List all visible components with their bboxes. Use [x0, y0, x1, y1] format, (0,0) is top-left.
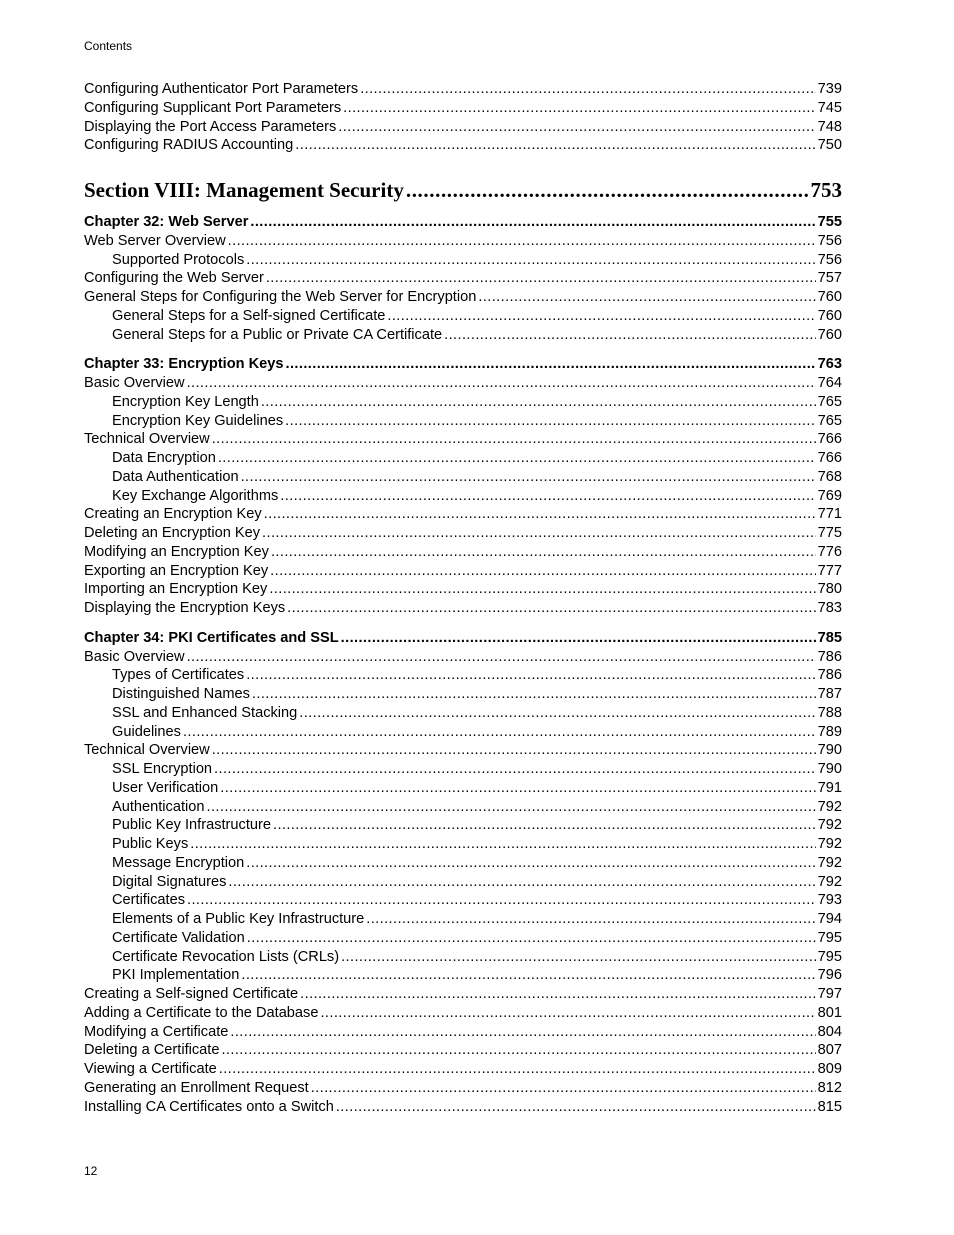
dot-leader [241, 468, 816, 486]
dot-leader [311, 1079, 816, 1097]
toc-entry-page: 780 [817, 581, 842, 598]
toc-entry-title: Deleting a Certificate [84, 1042, 220, 1059]
toc-entry[interactable] [112, 966, 842, 984]
toc-entry-page: 756 [817, 251, 842, 268]
toc-entry-page: 790 [817, 761, 842, 777]
dot-leader [341, 629, 816, 647]
toc-entry[interactable] [112, 449, 842, 467]
toc-entry-page: 807 [817, 1042, 842, 1059]
toc-entry[interactable] [112, 948, 842, 966]
toc-entry[interactable] [84, 80, 842, 98]
dot-leader [366, 910, 815, 928]
toc-entry-title: Technical Overview [84, 431, 210, 448]
toc-entry-page: 797 [817, 986, 842, 1002]
toc-entry[interactable] [84, 1098, 842, 1116]
toc-entry-page: 769 [817, 487, 842, 504]
toc-entry[interactable] [84, 1060, 842, 1078]
toc-entry[interactable] [84, 269, 842, 287]
toc-entry[interactable] [84, 99, 842, 117]
toc-entry-page: 801 [817, 1004, 842, 1021]
dot-leader [212, 430, 816, 448]
toc-entry-page: 792 [817, 854, 842, 871]
dot-leader [241, 966, 815, 984]
toc-entry[interactable] [112, 798, 842, 816]
toc-entry-title: Configuring Supplicant Port Parameters [84, 99, 342, 116]
toc-entry-title: Configuring Authenticator Port Parameters [84, 81, 359, 97]
toc-entry-page: 766 [817, 450, 842, 466]
toc-entry-page: 796 [817, 967, 842, 984]
dot-leader [247, 929, 816, 947]
toc-entry-title: Guidelines [112, 723, 181, 740]
toc-entry-title: Authentication [112, 798, 205, 815]
toc-entry-page: 787 [817, 686, 842, 702]
toc-entry-page: 777 [817, 562, 842, 579]
toc-entry-title: Creating a Self-signed Certificate [84, 986, 299, 1002]
toc-entry[interactable] [112, 760, 842, 778]
toc-entry[interactable] [112, 816, 842, 834]
toc-entry-page: 755 [817, 214, 842, 230]
toc-entry-page: 766 [817, 431, 842, 448]
toc-entry-title: User Verification [112, 779, 219, 796]
toc-entry-title: Technical Overview [84, 742, 210, 759]
toc-section[interactable] [84, 177, 842, 203]
dot-leader [285, 412, 815, 430]
toc-entry[interactable] [112, 487, 842, 505]
toc-entry-page: 793 [817, 892, 842, 909]
toc-chapter[interactable] [84, 213, 842, 231]
toc-entry-title: SSL Encryption [112, 761, 213, 777]
toc-entry[interactable] [84, 524, 842, 542]
page-header: Contents [84, 39, 133, 53]
dot-leader [270, 562, 815, 580]
toc-entry-title: Creating an Encryption Key [84, 506, 262, 523]
toc-entry-title: Encryption Key Guidelines [112, 412, 284, 429]
toc-entry-title: General Steps for a Self-signed Certificate [112, 307, 386, 324]
dot-leader [261, 393, 816, 411]
dot-leader [300, 985, 815, 1003]
toc-entry-page: 748 [817, 118, 842, 135]
toc-entry-title: Basic Overview [84, 375, 185, 391]
toc-entry-page: 789 [817, 723, 842, 740]
dot-leader [287, 599, 815, 617]
toc-entry-page: 790 [817, 742, 842, 759]
toc-entry[interactable] [84, 580, 842, 598]
toc-chapter[interactable] [84, 629, 842, 647]
toc-entry-page: 750 [817, 137, 842, 154]
toc-entry[interactable] [84, 562, 842, 580]
toc-entry-title: Modifying an Encryption Key [84, 543, 269, 560]
toc-entry-page: 786 [817, 667, 842, 684]
toc-entry[interactable] [84, 118, 842, 136]
toc-entry-page: 809 [817, 1061, 842, 1077]
dot-leader [273, 816, 816, 834]
toc-entry-title: Digital Signatures [112, 873, 227, 890]
toc-entry[interactable] [84, 374, 842, 392]
dot-leader [262, 524, 816, 542]
toc-entry-title: Chapter 34: PKI Certificates and SSL [84, 629, 339, 646]
toc-entry-page: 757 [817, 270, 842, 287]
toc-chapter[interactable] [84, 355, 842, 373]
toc-entry-title: General Steps for a Public or Private CA Certificate [112, 326, 443, 343]
dot-leader [246, 854, 815, 872]
toc-entry-title: Installing CA Certificates onto a Switch [84, 1098, 334, 1115]
dot-leader [219, 1060, 816, 1078]
toc-entry-page: 765 [817, 393, 842, 410]
toc-entry[interactable] [112, 685, 842, 703]
toc-entry-page: 804 [817, 1023, 842, 1040]
toc-entry[interactable] [84, 1004, 842, 1022]
toc-entry-page: 791 [817, 779, 842, 796]
toc-entry[interactable] [84, 648, 842, 666]
toc-entry-page: 768 [817, 468, 842, 485]
dot-leader [341, 948, 816, 966]
toc-entry-title: Displaying the Port Access Parameters [84, 118, 337, 135]
toc-entry-title: Configuring RADIUS Accounting [84, 137, 294, 154]
dot-leader [266, 269, 816, 287]
toc-entry-page: 812 [817, 1079, 842, 1096]
toc-entry-title: Modifying a Certificate [84, 1023, 229, 1040]
toc-entry-title: Message Encryption [112, 854, 245, 871]
toc-entry-page: 771 [817, 506, 842, 523]
toc-entry-title: PKI Implementation [112, 967, 240, 984]
dot-leader [343, 99, 815, 117]
toc-entry[interactable] [84, 599, 842, 617]
toc-entry[interactable] [84, 505, 842, 523]
toc-entry-title: Basic Overview [84, 648, 185, 665]
toc-entry-title: Encryption Key Length [112, 393, 259, 410]
toc-entry-page: 792 [817, 873, 842, 890]
toc-entry-title: Viewing a Certificate [84, 1061, 217, 1077]
page-number: 12 [84, 1164, 98, 1178]
toc-entry-page: 786 [817, 648, 842, 665]
toc-entry[interactable] [112, 326, 842, 344]
dot-leader [444, 326, 816, 344]
toc-entry-title: Data Encryption [112, 450, 216, 466]
toc-entry-title: Certificate Validation [112, 929, 245, 946]
toc-entry-page: 756 [817, 232, 842, 249]
toc-entry-title: Public Keys [112, 836, 189, 852]
dot-leader [252, 685, 816, 703]
toc-entry-title: Supported Protocols [112, 251, 245, 268]
toc-entry[interactable] [112, 910, 842, 928]
dot-leader [246, 251, 815, 269]
toc-entry[interactable] [84, 1023, 842, 1041]
toc-entry-title: Deleting an Encryption Key [84, 525, 261, 541]
toc-entry-title: Adding a Certificate to the Database [84, 1004, 319, 1021]
toc-entry-page: 745 [817, 99, 842, 116]
dot-leader [183, 723, 816, 741]
toc-entry[interactable] [112, 835, 842, 853]
toc-entry-page: 764 [817, 375, 842, 391]
toc-entry-page: 765 [817, 412, 842, 429]
toc-entry[interactable] [112, 854, 842, 872]
toc-entry-title: SSL and Enhanced Stacking [112, 704, 298, 721]
dot-leader [406, 177, 809, 203]
toc-entry-title: Exporting an Encryption Key [84, 562, 269, 579]
toc-entry-page: 739 [817, 81, 842, 97]
dot-leader [190, 835, 815, 853]
toc-entry[interactable] [112, 468, 842, 486]
dot-leader [320, 1004, 815, 1022]
toc-entry-page: 775 [817, 525, 842, 541]
dot-leader [280, 487, 815, 505]
toc-entry-title: Generating an Enrollment Request [84, 1079, 309, 1096]
toc-entry[interactable] [84, 543, 842, 561]
toc-entry[interactable] [112, 666, 842, 684]
dot-leader [387, 307, 815, 325]
dot-leader [360, 80, 815, 98]
toc-entry-title: Certificate Revocation Lists (CRLs) [112, 948, 340, 965]
dot-leader [207, 798, 816, 816]
toc-entry[interactable] [112, 723, 842, 741]
dot-leader [187, 374, 816, 392]
toc-entry[interactable] [84, 136, 842, 154]
toc-entry-page: 753 [810, 178, 842, 202]
dot-leader [228, 873, 815, 891]
toc-entry-page: 763 [817, 356, 842, 373]
toc-entry-page: 785 [817, 629, 842, 646]
toc-entry[interactable] [84, 741, 842, 759]
toc-entry[interactable] [112, 393, 842, 411]
toc-entry-page: 792 [817, 817, 842, 834]
toc-entry-page: 783 [817, 600, 842, 616]
toc-entry-page: 760 [817, 307, 842, 324]
toc-entry[interactable] [84, 430, 842, 448]
toc-entry-page: 815 [817, 1098, 842, 1115]
dot-leader [295, 136, 815, 154]
toc-entry-page: 792 [817, 836, 842, 852]
toc-entry[interactable] [84, 985, 842, 1003]
toc-entry[interactable] [112, 704, 842, 722]
dot-leader [264, 505, 816, 523]
dot-leader [228, 232, 816, 250]
dot-leader [218, 449, 816, 467]
toc-entry-page: 776 [817, 543, 842, 560]
dot-leader [271, 543, 816, 561]
dot-leader [212, 741, 816, 759]
dot-leader [286, 355, 816, 373]
toc-entry-title: Configuring the Web Server [84, 270, 264, 287]
toc-entry[interactable] [84, 288, 842, 306]
toc-entry-title: Displaying the Encryption Keys [84, 600, 286, 616]
toc-entry-page: 795 [817, 948, 842, 965]
toc-entry[interactable] [112, 307, 842, 325]
toc-entry-page: 795 [817, 929, 842, 946]
dot-leader [221, 1041, 815, 1059]
toc-entry-page: 760 [817, 289, 842, 305]
toc-entry[interactable] [112, 412, 842, 430]
toc-entry-title: Types of Certificates [112, 667, 245, 684]
toc-entry-page: 760 [817, 326, 842, 343]
dot-leader [187, 891, 816, 909]
dot-leader [250, 213, 815, 231]
toc-entry-title: Key Exchange Algorithms [112, 487, 279, 504]
toc-entry[interactable] [112, 929, 842, 947]
toc-entry[interactable] [112, 779, 842, 797]
dot-leader [230, 1023, 815, 1041]
dot-leader [246, 666, 815, 684]
toc-entry-title: Distinguished Names [112, 686, 250, 702]
toc-entry[interactable] [112, 873, 842, 891]
toc-entry-page: 794 [817, 911, 842, 927]
toc-entry-title: Web Server Overview [84, 232, 226, 249]
dot-leader [338, 118, 815, 136]
toc-entry-title: General Steps for Configuring the Web Server for Encryption [84, 289, 477, 305]
toc-entry-title: Chapter 33: Encryption Keys [84, 356, 284, 373]
dot-leader [336, 1098, 816, 1116]
dot-leader [299, 704, 815, 722]
dot-leader [478, 288, 815, 306]
toc-entry[interactable] [84, 232, 842, 250]
dot-leader [220, 779, 815, 797]
toc-entry-title: Data Authentication [112, 468, 239, 485]
dot-leader [187, 648, 816, 666]
toc-entry-title: Elements of a Public Key Infrastructure [112, 911, 365, 927]
toc-entry-page: 788 [817, 704, 842, 721]
toc-entry[interactable] [112, 891, 842, 909]
toc-entry-title: Importing an Encryption Key [84, 581, 268, 598]
toc-entry-page: 792 [817, 798, 842, 815]
dot-leader [214, 760, 816, 778]
toc-entry[interactable] [84, 1079, 842, 1097]
toc-entry-title: Section VIII: Management Security [84, 178, 404, 202]
toc-entry[interactable] [112, 251, 842, 269]
toc-entry[interactable] [84, 1041, 842, 1059]
toc-entry-title: Chapter 32: Web Server [84, 214, 249, 230]
dot-leader [269, 580, 815, 598]
toc-entry-title: Public Key Infrastructure [112, 817, 271, 834]
toc-entry-title: Certificates [112, 892, 185, 909]
